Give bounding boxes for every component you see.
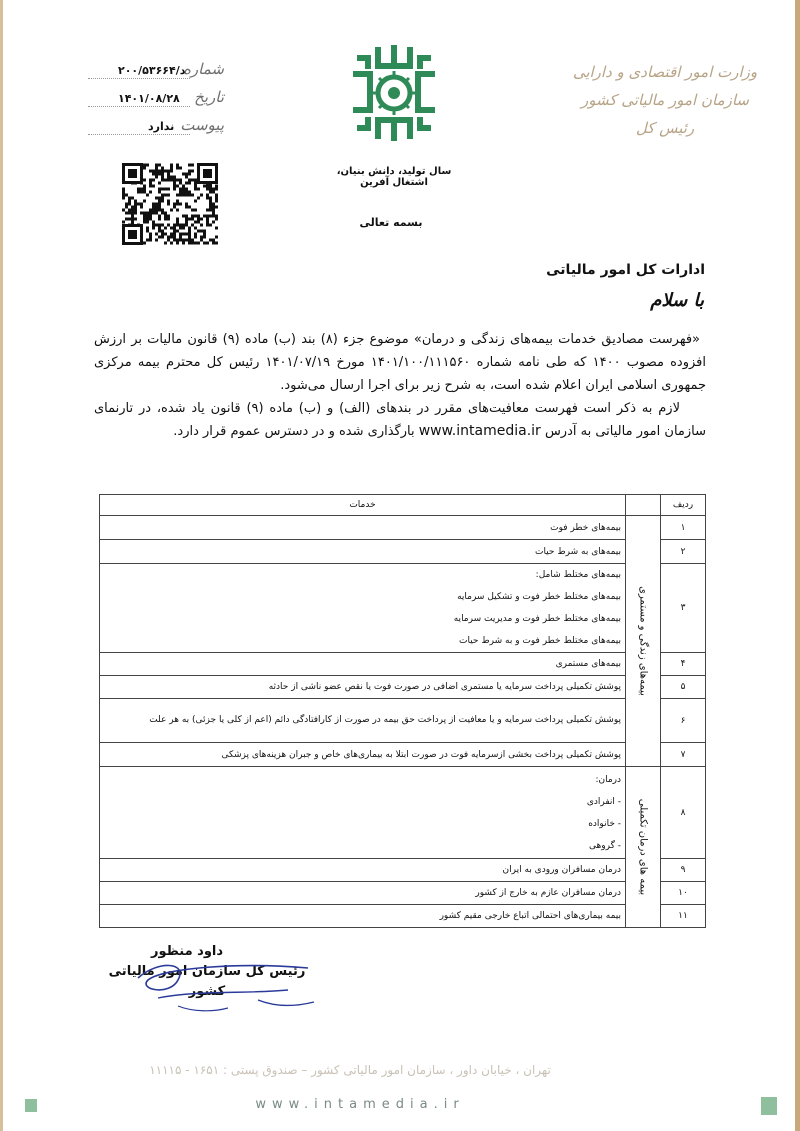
date-label: تاریخ <box>194 88 224 106</box>
table-row <box>100 767 706 859</box>
number-row <box>88 58 238 86</box>
service-cell <box>100 767 626 859</box>
service-cell: پوشش تکمیلی پرداخت بخشی ازسرمایه فوت در صورت ابتلا به بیماری‌های خاص و جبران هزینه‌های پزشکی <box>100 743 626 767</box>
letter-body <box>94 328 706 443</box>
group-health-insurance <box>626 767 661 928</box>
ministry-line: رئیس کل <box>635 119 695 137</box>
service-subitem: - انفرادی <box>586 796 621 807</box>
paragraph-2 <box>94 397 706 443</box>
table-row <box>100 699 706 743</box>
table-header-row <box>100 495 706 516</box>
paragraph-1: «فهرست مصادیق خدمات بیمه‌های زندگی و درمان» موضوع جزء (۸) بند (ب) ماده (۹) قانون مالیات بر ارزش افزوده مصوب ۱۴۰۰ که طی نامه شماره ۱۴۰۱/۱۰۰/۱۱۱۵۶۰ مورخ ۱۴۰۱/۰۷/۱۹ رئیس کل محترم بیمه مرکزی جمهوری اسلامی ایران اعلام شده است، به شرح زیر برای اجرا ارسال می‌شود. <box>94 332 706 393</box>
attachment-value: ندارد <box>148 120 175 133</box>
ministry-header <box>560 58 770 142</box>
service-cell: درمان مسافران ورودی به ایران <box>100 859 626 882</box>
table-row <box>100 653 706 676</box>
service-subitem: - خانواده <box>588 818 621 829</box>
service-cell: پوشش تکمیلی پرداخت سرمایه یا مستمری اضافی در صورت فوت یا نقص عضو ناشی از حادثه <box>100 676 626 699</box>
tax-organization-logo <box>348 44 440 142</box>
row-number: ۳ <box>661 564 706 653</box>
service-cell: بیمه بیماری‌های احتمالی اتباع خارجی مقیم کشور <box>100 905 626 928</box>
ministry-line: وزارت امور اقتصادی و دارایی <box>572 63 758 81</box>
paragraph-2-text: لازم به ذکر است فهرست معافیت‌های مقرر در بندهای (الف) و (ب) ماده (۹) قانون یاد شده، در تارنمای سازمان امور مالیاتی به آدرس <box>94 401 706 439</box>
service-cell: بیمه‌های خطر فوت <box>100 516 626 540</box>
service-cell <box>100 564 626 653</box>
row-number: ۱۱ <box>661 905 706 928</box>
handwritten-signature <box>118 950 333 1020</box>
page-border-right <box>795 0 800 1131</box>
table-row <box>100 516 706 540</box>
table-row <box>100 859 706 882</box>
row-number: ۲ <box>661 540 706 564</box>
service-subitem: - گروهی <box>589 840 621 851</box>
signer-name: داود منظور <box>150 944 224 959</box>
footer-square-right <box>761 1097 777 1115</box>
header-row-number: ردیف <box>661 495 706 516</box>
header-services: خدمات <box>100 495 626 516</box>
row-number: ۵ <box>661 676 706 699</box>
date-value: ۱۴۰۱/۰۸/۲۸ <box>118 92 180 105</box>
ministry-line: سازمان امور مالیاتی کشور <box>581 91 749 109</box>
paragraph-2-text-end: بارگذاری شده و در دسترس عموم قرار دارد. <box>173 424 415 439</box>
table-row <box>100 743 706 767</box>
dotted-line <box>88 106 190 107</box>
number-value: د/۲۰۰/۵۳۶۶۴ <box>118 64 186 77</box>
year-slogan: سال تولید، دانش بنیان، اشتغال آفرین <box>336 166 452 188</box>
group-label: بیمه های درمان تکمیلی <box>637 798 649 896</box>
row-number: ۸ <box>661 767 706 859</box>
row-number: ۷ <box>661 743 706 767</box>
row-number: ۱۰ <box>661 882 706 905</box>
row-number: ۱ <box>661 516 706 540</box>
row-number: ۹ <box>661 859 706 882</box>
footer-square-left <box>25 1099 37 1112</box>
table-row <box>100 540 706 564</box>
addressee: ادارات کل امور مالیاتی <box>546 262 705 278</box>
services-table <box>99 494 706 928</box>
service-subitem: بیمه‌های مختلط خطر فوت و تشکیل سرمایه <box>457 592 621 602</box>
letter-meta <box>88 58 238 142</box>
dotted-line <box>88 78 190 79</box>
footer-website[interactable]: www.intamedia.ir <box>255 1097 465 1112</box>
service-subitem: بیمه‌های مختلط خطر فوت و مدیریت سرمایه <box>453 614 621 624</box>
greeting: با سلام <box>650 290 704 311</box>
website-link[interactable]: www.intamedia.ir <box>418 423 541 439</box>
bismillah: بسمه تعالی <box>359 216 423 229</box>
service-text: بیمه‌های مختلط شامل: <box>535 570 621 580</box>
service-cell: درمان مسافران عازم به خارج از کشور <box>100 882 626 905</box>
footer-address: تهران ، خیابان داور ، سازمان امور مالیاتی کشور – صندوق پستی : ۱۶۵۱ - ۱۱۱۱۵ <box>149 1063 551 1077</box>
table-row <box>100 676 706 699</box>
group-label: بیمه‌های زندگی و مستمری <box>637 586 649 696</box>
table-row <box>100 905 706 928</box>
group-life-insurance <box>626 516 661 767</box>
service-cell: پوشش تکمیلی پرداخت سرمایه و یا معافیت از پرداخت حق بیمه در صورت از کارافتادگی دائم (اعم از کلی یا جزئی) به هر علت <box>100 699 626 743</box>
qr-code <box>122 163 218 245</box>
service-subitem: بیمه‌های مختلط خطر فوت و به شرط حیات <box>458 636 621 646</box>
table-row <box>100 882 706 905</box>
service-text: درمان: <box>595 774 621 785</box>
row-number: ۴ <box>661 653 706 676</box>
service-cell: بیمه‌های مستمری <box>100 653 626 676</box>
header-group <box>626 495 661 516</box>
dotted-line <box>88 134 190 135</box>
attachment-row <box>88 114 238 142</box>
signer-title: رئیس کل سازمان امور مالیاتی کشور <box>108 964 306 999</box>
attachment-label: پیوست <box>180 116 224 134</box>
table-row <box>100 564 706 653</box>
page-border-left <box>0 0 3 1131</box>
date-row <box>88 86 238 114</box>
number-label: شماره <box>183 60 224 78</box>
row-number: ۶ <box>661 699 706 743</box>
service-cell: بیمه‌های به شرط حیات <box>100 540 626 564</box>
